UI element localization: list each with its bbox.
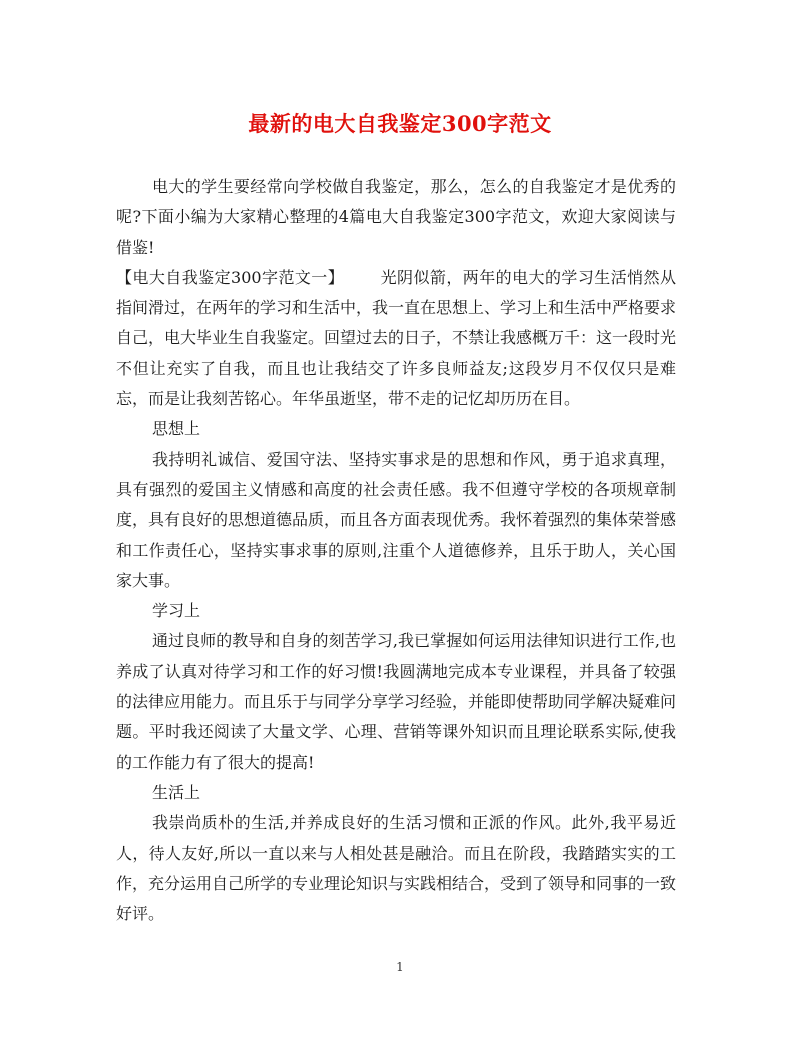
heading-thought: 思想上 (152, 419, 201, 439)
heading-life: 生活上 (152, 782, 201, 802)
thought-paragraph: 我持明礼诚信、爱国守法、坚持实事求是的思想和作风，勇于追求真理，具有强烈的爱国主义情感和高度的社会责任感。我不但遵守学校的各项规章制度，具有良好的思想道德品质，而且各方面表现优秀。我怀着强烈的集体荣誉感和工作责任心，坚持实事求事的原则,注重个人道德修养，且乐于助人，关心国家大事。 (116, 449, 677, 590)
section-one-paragraph (116, 263, 676, 414)
document-body (116, 172, 676, 929)
life-paragraph: 我崇尚质朴的生活,并养成良好的生活习惯和正派的作风。此外,我平易近人，待人友好,所以一直以来与人相处甚是融洽。而且在阶段，我踏踏实实的工作，充分运用自己所学的专业理论知识与实践相结合，受到了领导和同事的一致好评。 (116, 813, 677, 924)
heading-study: 学习上 (152, 601, 201, 621)
study-paragraph: 通过良师的教导和自身的刻苦学习,我已掌握如何运用法律知识进行工作,也养成了认真对待学习和工作的好习惯!我圆满地完成本专业课程，并具备了较强的法律应用能力。而且乐于与同学分享学习经验，并能即使帮助同学解决疑难问题。平时我还阅读了大量文学、心理、营销等课外知识而且理论联系实际,使我的工作能力有了很大的提高! (116, 631, 677, 772)
intro-paragraph: 电大的学生要经常向学校做自我鉴定，那么，怎么的自我鉴定才是优秀的呢?下面小编为大家精心整理的4篇电大自我鉴定300字范文，欢迎大家阅读与借鉴! (116, 177, 676, 257)
document-title: 最新的电大自我鉴定300字范文 (248, 111, 552, 136)
section-intro-text: 光阴似箭，两年的电大的学习生活悄然从指间滑过，在两年的学习和生活中，我一直在思想上、学习上和生活中严格要求自己，电大毕业生自我鉴定。回望过去的日子，不禁让我感概万千：这一段时光不但让充实了自我，而且也让我结交了许多良师益友;这段岁月不仅仅只是难忘，而是让我刻苦铭心。年华虽逝坚，带不走的记忆却历历在目。 (116, 267, 677, 409)
section-label: 【电大自我鉴定300字范文一】 (116, 267, 345, 287)
page-number: 1 (396, 960, 404, 974)
